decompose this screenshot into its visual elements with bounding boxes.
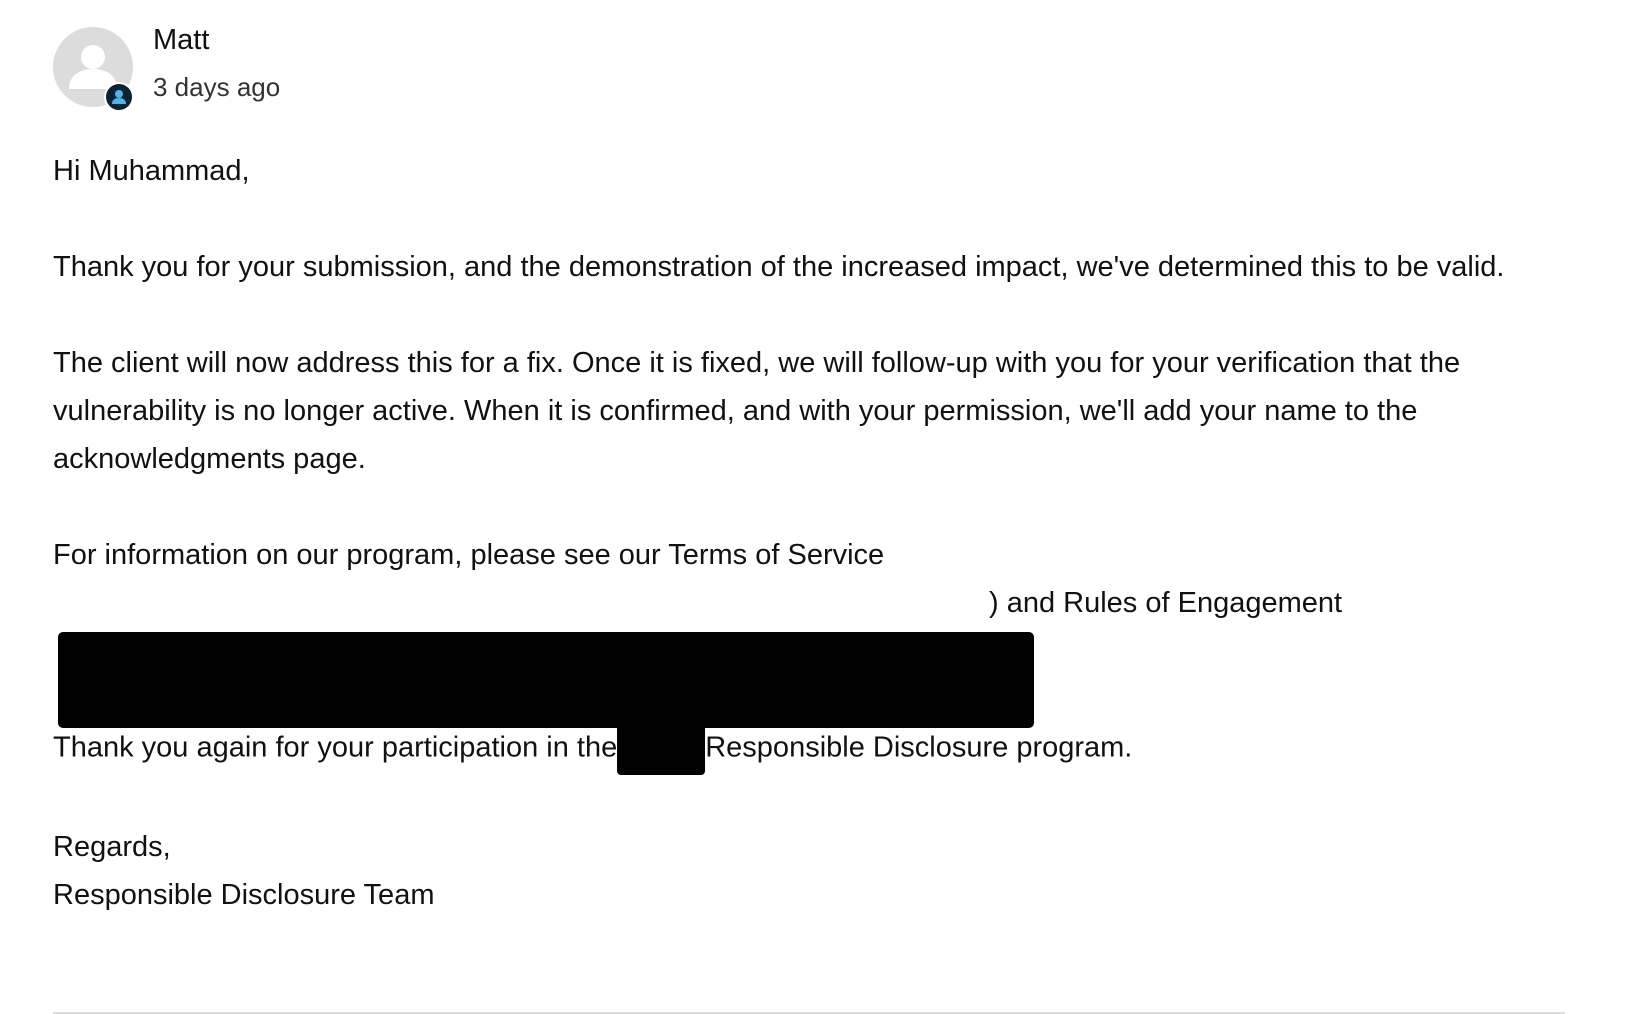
author-name[interactable]: Matt bbox=[153, 24, 210, 56]
program-name-text: Responsible Disclosure program. bbox=[705, 731, 1133, 764]
thanks-text: Thank you again for your participation in the bbox=[53, 731, 618, 764]
terms-intro-text: For information on our program, please see our Terms of Service bbox=[53, 539, 885, 571]
paragraph-validation: Thank you for your submission, and the demonstration of the increased impact, we've determined this to be valid. bbox=[53, 251, 1505, 283]
person-badge-icon bbox=[104, 82, 134, 112]
redacted-links-block bbox=[58, 632, 1034, 728]
paragraph-thanks bbox=[53, 723, 1583, 775]
greeting-line: Hi Muhammad, bbox=[53, 155, 250, 187]
rules-of-engagement-text: ) and Rules of Engagement bbox=[989, 587, 1343, 619]
paragraph-fix-process: The client will now address this for a fix. Once it is fixed, we will follow-up with you for your verification that the vulnerability is no longer active. When it is confirmed, and with your permission, we'll add your name to the acknowledgments page. bbox=[53, 347, 1461, 475]
closing-line: Regards, bbox=[53, 831, 171, 863]
comment-body bbox=[53, 147, 1583, 919]
comment-timestamp: 3 days ago bbox=[153, 72, 281, 102]
signature-line: Responsible Disclosure Team bbox=[53, 879, 435, 911]
